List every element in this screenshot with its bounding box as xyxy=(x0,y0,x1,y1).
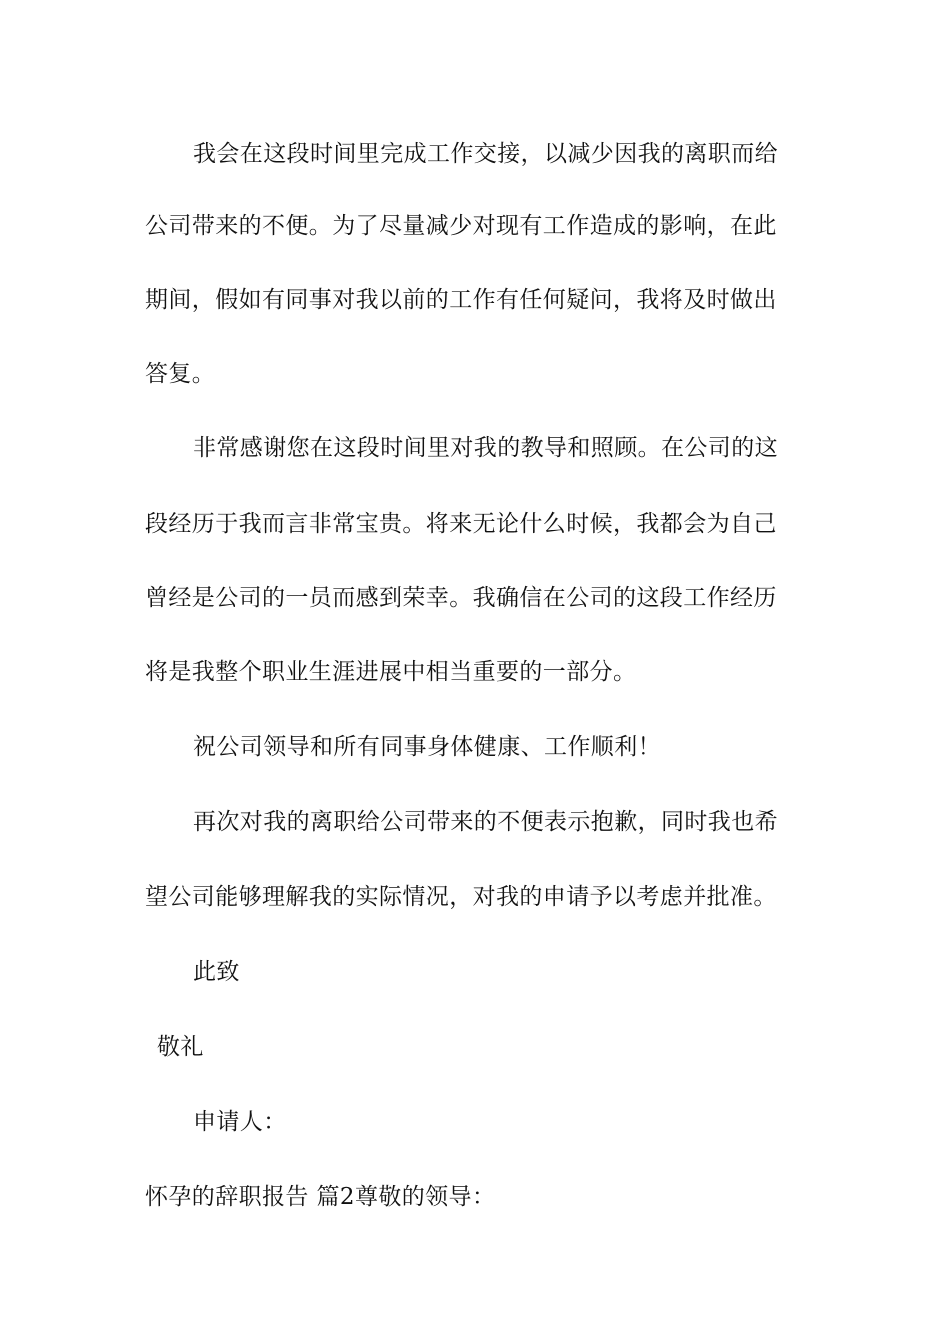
paragraph-4-line-1: 再次对我的离职给公司带来的不便表示抱歉，同时我也希 xyxy=(193,809,778,835)
paragraph-1-line-4: 答复。 xyxy=(145,361,216,387)
paragraph-4-line-2: 望公司能够理解我的实际情况，对我的申请予以考虑并批准。 xyxy=(145,884,777,910)
closing-salutation: 此致 xyxy=(193,959,240,985)
closing-regards: 敬礼 xyxy=(157,1034,204,1060)
next-section-heading: 怀孕的辞职报告 篇2尊敬的领导： xyxy=(145,1184,496,1210)
paragraph-2-line-1: 非常感谢您在这段时间里对我的教导和照顾。在公司的这 xyxy=(193,435,778,461)
paragraph-1-line-1: 我会在这段时间里完成工作交接，以减少因我的离职而给 xyxy=(193,141,778,167)
paragraph-1-line-2: 公司带来的不便。为了尽量减少对现有工作造成的影响，在此 xyxy=(145,213,777,239)
paragraph-2-line-4: 将是我整个职业生涯进展中相当重要的一部分。 xyxy=(145,659,637,685)
applicant-label: 申请人： xyxy=(193,1109,287,1135)
paragraph-2-line-3: 曾经是公司的一员而感到荣幸。我确信在公司的这段工作经历 xyxy=(145,585,777,611)
paragraph-2-line-2: 段经历于我而言非常宝贵。将来无论什么时候，我都会为自己 xyxy=(145,511,777,537)
paragraph-1-line-3: 期间，假如有同事对我以前的工作有任何疑问，我将及时做出 xyxy=(145,287,777,313)
paragraph-3: 祝公司领导和所有同事身体健康、工作顺利！ xyxy=(193,734,661,760)
